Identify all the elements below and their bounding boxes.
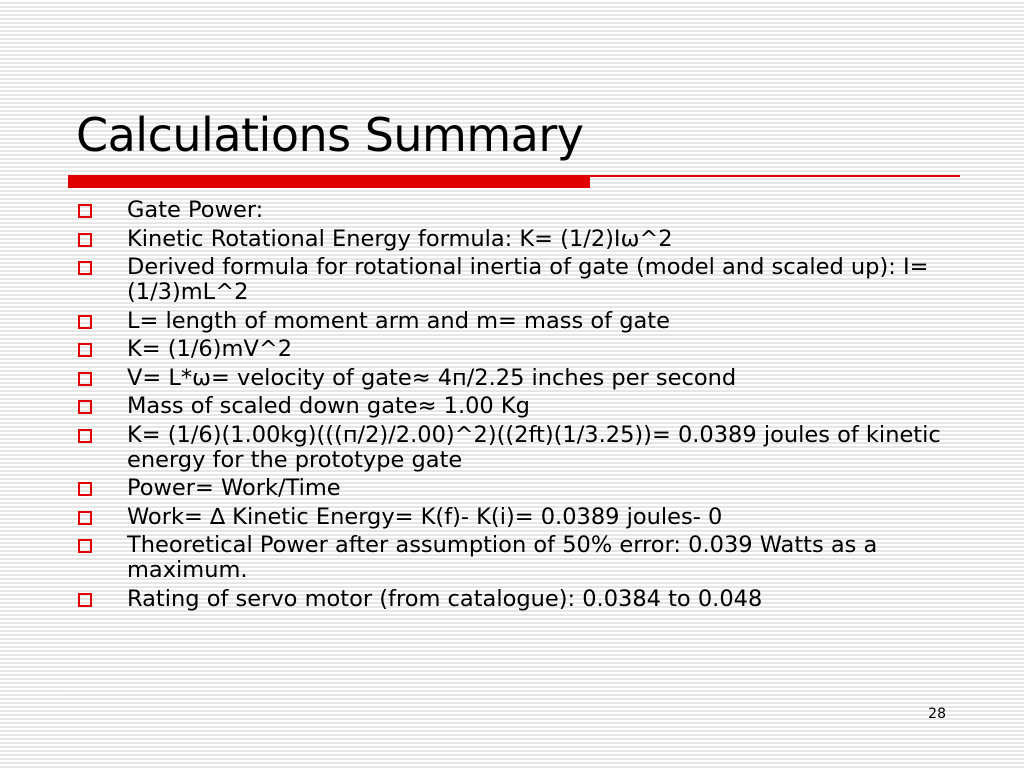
hollow-square-bullet-icon bbox=[78, 233, 92, 247]
hollow-square-bullet-icon bbox=[78, 315, 92, 329]
bullet-list bbox=[76, 198, 956, 615]
hollow-square-bullet-icon bbox=[78, 429, 92, 443]
slide-title: Calculations Summary bbox=[76, 108, 584, 162]
bullet-item bbox=[76, 309, 956, 334]
title-underline-thin bbox=[590, 175, 960, 177]
bullet-text: Power= Work/Time bbox=[127, 475, 341, 501]
bullet-text: K= (1/6)mV^2 bbox=[127, 336, 293, 362]
bullet-item bbox=[76, 337, 956, 362]
bullet-item bbox=[76, 255, 956, 305]
hollow-square-bullet-icon bbox=[78, 204, 92, 218]
hollow-square-bullet-icon bbox=[78, 482, 92, 496]
bullet-text: Rating of servo motor (from catalogue): 0.0384 to 0.048 bbox=[127, 585, 763, 612]
footer-divider bbox=[68, 690, 956, 692]
bullet-item bbox=[76, 227, 956, 252]
page-number: 28 bbox=[928, 706, 946, 722]
bullet-text: Gate Power: bbox=[127, 197, 264, 223]
bullet-text: Mass of scaled down gate≈ 1.00 Kg bbox=[127, 393, 530, 419]
bullet-text: V= L*ω= velocity of gate≈ 4п/2.25 inches per second bbox=[127, 364, 737, 391]
hollow-square-bullet-icon bbox=[78, 539, 92, 553]
bullet-text: Work= ∆ Kinetic Energy= K(f)- K(i)= 0.0389 joules- 0 bbox=[127, 503, 723, 530]
bullet-item bbox=[76, 198, 956, 223]
bullet-item bbox=[76, 366, 956, 391]
hollow-square-bullet-icon bbox=[78, 261, 92, 275]
title-underline-thick bbox=[68, 175, 590, 188]
bullet-item bbox=[76, 505, 956, 530]
bullet-item bbox=[76, 476, 956, 501]
bullet-text: Theoretical Power after assumption of 50% error: 0.039 Watts as a maximum. bbox=[127, 532, 878, 583]
hollow-square-bullet-icon bbox=[78, 372, 92, 386]
hollow-square-bullet-icon bbox=[78, 593, 92, 607]
hollow-square-bullet-icon bbox=[78, 511, 92, 525]
bullet-text: K= (1/6)(1.00kg)(((п/2)/2.00)^2)((2ft)(1/3.25))= 0.0389 joules of kinetic energy for the prototype gate bbox=[127, 421, 941, 473]
bullet-item bbox=[76, 394, 956, 419]
bullet-text: Kinetic Rotational Energy formula: K= (1/2)Iω^2 bbox=[127, 225, 673, 252]
hollow-square-bullet-icon bbox=[78, 400, 92, 414]
bullet-item bbox=[76, 423, 956, 473]
bullet-item bbox=[76, 533, 956, 583]
bullet-text: L= length of moment arm and m= mass of gate bbox=[127, 307, 670, 334]
bullet-item bbox=[76, 587, 956, 612]
hollow-square-bullet-icon bbox=[78, 343, 92, 357]
bullet-text: Derived formula for rotational inertia of gate (model and scaled up): I= (1/3)mL^2 bbox=[127, 254, 929, 305]
